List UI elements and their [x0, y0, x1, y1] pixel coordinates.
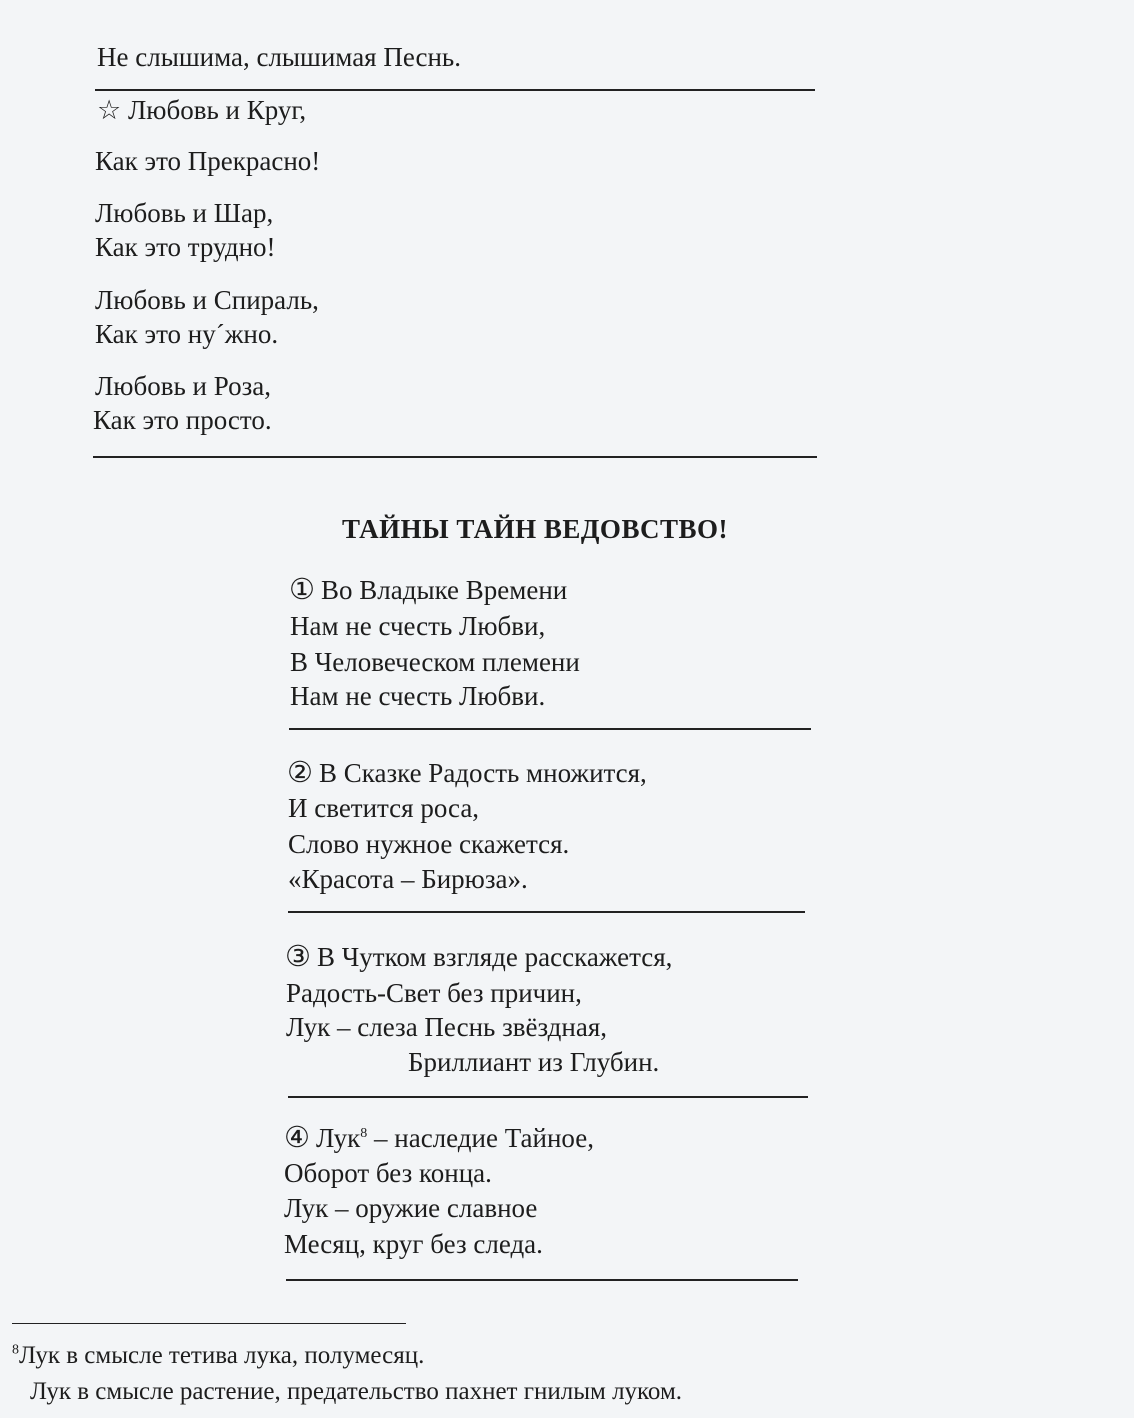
verse-line: «Красота – Бирюза». [288, 864, 528, 894]
verse-line: Бриллиант из Глубин. [408, 1047, 660, 1077]
first-line: Не слышима, слышимая Песнь. [97, 42, 461, 72]
stanza-line: Любовь и Шар, [95, 198, 274, 228]
footnote-mark: 8 [12, 1342, 19, 1358]
star-icon: ☆ [97, 95, 122, 125]
footnote-ref[interactable]: 8 [360, 1126, 368, 1141]
verse-line: Лук – слеза Песнь звёздная, [286, 1012, 607, 1042]
stanza-line: Любовь и Роза, [95, 371, 271, 401]
verse-line: ② В Сказке Радость множится, [287, 757, 647, 789]
verse-line: Лук – оружие славное [284, 1193, 538, 1223]
footnote-line: $^8$Лук в смысле тетива лука, полумесяц. [12, 1342, 425, 1369]
number-four-icon: ④ [284, 1122, 310, 1154]
divider [95, 89, 815, 91]
verse-line: ① Во Владыке Времени [289, 574, 568, 606]
footnote-line: Лук в смысле растение, предательство пахнет гнилым луком. [30, 1378, 683, 1405]
verse-line: Радость-Свет без причин, [286, 978, 582, 1008]
stanza-line: Как это Прекрасно! [95, 146, 321, 176]
stanza-line: Как это трудно! [95, 232, 276, 262]
verse-line: И светится роса, [288, 793, 480, 823]
stanza-line: Как это ну´жно. [95, 319, 279, 349]
verse-line: ④ Лук$^8$ – наследие Тайное, [284, 1122, 594, 1154]
divider [289, 728, 811, 730]
verse-line: Нам не счесть Любви, [290, 611, 546, 641]
number-two-icon: ② [287, 757, 313, 789]
stanza-line: Любовь и Спираль, [95, 285, 319, 315]
verse-line: Оборот без конца. [284, 1158, 492, 1188]
divider [288, 911, 805, 913]
divider [286, 1279, 798, 1281]
verse-line: Нам не счесть Любви. [290, 681, 546, 711]
verse-line: ③ В Чутком взгляде расскажется, [285, 941, 673, 973]
stanza-line: Как это просто. [93, 405, 272, 435]
verse-line: Слово нужное скажется. [288, 829, 570, 859]
section-title: ТАЙНЫ ТАЙН ВЕДОВСТВО! [342, 514, 728, 544]
divider [93, 456, 817, 458]
stanza-line: ☆ Любовь и Круг, [97, 95, 307, 125]
footnote-separator [12, 1323, 406, 1324]
verse-line: В Человеческом племени [290, 647, 580, 677]
divider [288, 1096, 808, 1098]
number-three-icon: ③ [285, 941, 311, 973]
number-one-icon: ① [289, 574, 315, 606]
verse-line: Месяц, круг без следа. [284, 1229, 543, 1259]
